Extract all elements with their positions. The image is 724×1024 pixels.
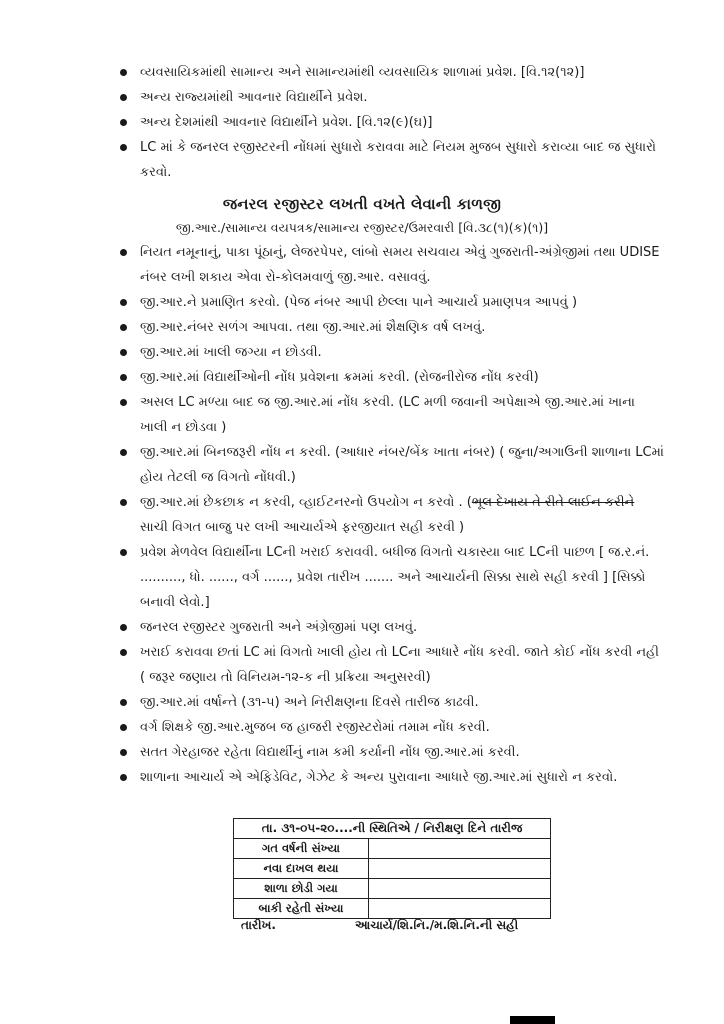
list-item: LC માં કે જનરલ રજીસ્ટરની નોંધમાં સુધારો કરાવવા માટે નિયમ મુજબ સુધારો કરાવ્યા બાદ જ સુધારો કરવો.: [118, 135, 666, 185]
list-item: [118, 490, 666, 540]
list-item: જી.આર.માં બિનજરૂરી નોંધ ન કરવી. (આધાર નંબર/બેંક ખાતા નંબર) ( જુના/અગાઉની શાળાના LCમાં હોય તેટલી જ વિગતો નોંધવી.): [118, 440, 666, 490]
struck-text: ભૂલ દેખાય તે રીતે લાઈન કરીને: [471, 495, 635, 510]
table-row: [234, 839, 551, 859]
list-item: વર્ગ શિક્ષકે જી.આર.મુજબ જ હાજરી રજીસ્ટરોમાં તમામ નોંધ કરવી.: [118, 715, 666, 740]
list-item: જનરલ રજીસ્ટર ગુજરાતી અને અંગ્રેજીમાં પણ લખવું.: [118, 615, 666, 640]
care-bullet-list: [118, 240, 666, 790]
table-row: [234, 899, 551, 919]
row-value-cell: [369, 899, 551, 919]
section-subheading: જી.આર./સામાન્ય વયપત્રક/સામાન્ય રજીસ્ટર/ઉમરવારી [વિ.૩૮(૧)(ક)(૧)]: [175, 220, 549, 235]
text-segment: સાચી વિગત બાજુ પર લખી આચાર્યએ ફરજીયાત સહી કરવી ): [140, 520, 465, 535]
list-item: અસલ LC મળ્યા બાદ જ જી.આર.માં નોંધ કરવી. (LC મળી જવાની અપેક્ષાએ જી.આર.માં ખાના ખાલી ન છોડવા ): [118, 390, 666, 440]
row-label: નવા દાખલ થયા: [234, 859, 369, 879]
list-item: જી.આર.નંબર સળંગ આપવા. તથા જી.આર.માં શૈક્ષણિક વર્ષ લખવું.: [118, 315, 666, 340]
row-label: શાળા છોડી ગયા: [234, 879, 369, 899]
list-item: જી.આર.ને પ્રમાણિત કરવો. (પેજ નંબર આપી છેલ્લા પાને આચાર્ય પ્રમાણપત્ર આપવું ): [118, 290, 666, 315]
row-value-cell: [369, 839, 551, 859]
date-label: તારીખ.: [241, 918, 276, 932]
list-item: વ્યવસાયિકમાંથી સામાન્ય અને સામાન્યમાંથી વ્યવસાયિક શાળામાં પ્રવેશ. [વિ.૧૨(૧૨)]: [118, 60, 666, 85]
section-heading: જનરલ રજીસ્ટર લખતી વખતે લેવાની કાળજી: [222, 195, 502, 213]
list-item: જી.આર.માં વર્ષાન્તે (૩૧-૫) અને નિરીક્ષણના દિવસે તારીજ કાઢવી.: [118, 690, 666, 715]
table-header-row: [234, 819, 551, 839]
list-item: જી.આર.માં ખાલી જગ્યા ન છોડવી.: [118, 340, 666, 365]
table-row: [234, 879, 551, 899]
page-edge-mark: [510, 1016, 555, 1024]
row-label: ગત વર્ષની સંખ્યા: [234, 839, 369, 859]
table-row: [234, 859, 551, 879]
list-item: નિયત નમૂનાનું, પાકા પૂંઠાનું, લેજરપેપર, લાંબો સમય સચવાય એવું ગુજરાતી-અંગ્રેજીમાં તથા UDISE નંબર લખી શકાય એવા રો-કોલમવાળું જી.આર. વસાવવું.: [118, 240, 666, 290]
principal-signature-label: આચાર્ય/શિ.નિ./મ.શિ.નિ.ની સહી: [355, 918, 519, 932]
list-item: પ્રવેશ મેળવેલ વિદ્યાર્થીના LCની ખરાઈ કરાવવી. બધીજ વિગતો ચકાસ્યા બાદ LCની પાછળ [ જ.ર.નં. .........., ધો. ......, વર્ગ ......, પ્રવેશ તારીખ ....... અને આચાર્યની સિક્કા સાથે સહી કરવી ] [સિક્કો બનાવી લેવો.]: [118, 540, 666, 615]
list-item: સતત ગેરહાજર રહેતા વિદ્યાર્થીનું નામ કમી કર્યાની નોંધ જી.આર.માં કરવી.: [118, 740, 666, 765]
table-header: તા. ૩૧-૦૫-૨૦....ની સ્થિતિએ / નિરીક્ષણ દિને તારીજ: [234, 819, 551, 839]
list-item: અન્ય દેશમાંથી આવનાર વિદ્યાર્થીને પ્રવેશ. [વિ.૧૨(૯)(ઘ)]: [118, 110, 666, 135]
list-item: જી.આર.માં વિદ્યાર્થીઓની નોંધ પ્રવેશના ક્રમમાં કરવી. (રોજનીરોજ નોંધ કરવી): [118, 365, 666, 390]
text-segment: જી.આર.માં છેકછાક ન કરવી, વ્હાઈટનરનો ઉપયોગ ન કરવો . (: [140, 495, 472, 510]
row-label: બાકી રહેતી સંખ્યા: [234, 899, 369, 919]
row-value-cell: [369, 879, 551, 899]
list-item: ખરાઈ કરાવવા છતાં LC માં વિગતો ખાલી હોય તો LCના આધારે નોંધ કરવી. જાતે કોઈ નોંધ કરવી નહી ( જરૂર જણાય તો વિનિયમ-૧૨-ક ની પ્રક્રિયા અનુસરવી): [118, 640, 666, 690]
list-item: શાળાના આચાર્ય એ એફિડેવિટ, ગેઝેટ કે અન્ય પુરાવાના આધારે જી.આર.માં સુધારો ન કરવો.: [118, 765, 666, 790]
admission-bullet-list: [118, 60, 666, 185]
strength-table: [233, 818, 551, 919]
row-value-cell: [369, 859, 551, 879]
list-item: અન્ય રાજ્યમાંથી આવનાર વિદ્યાર્થીને પ્રવેશ.: [118, 85, 666, 110]
